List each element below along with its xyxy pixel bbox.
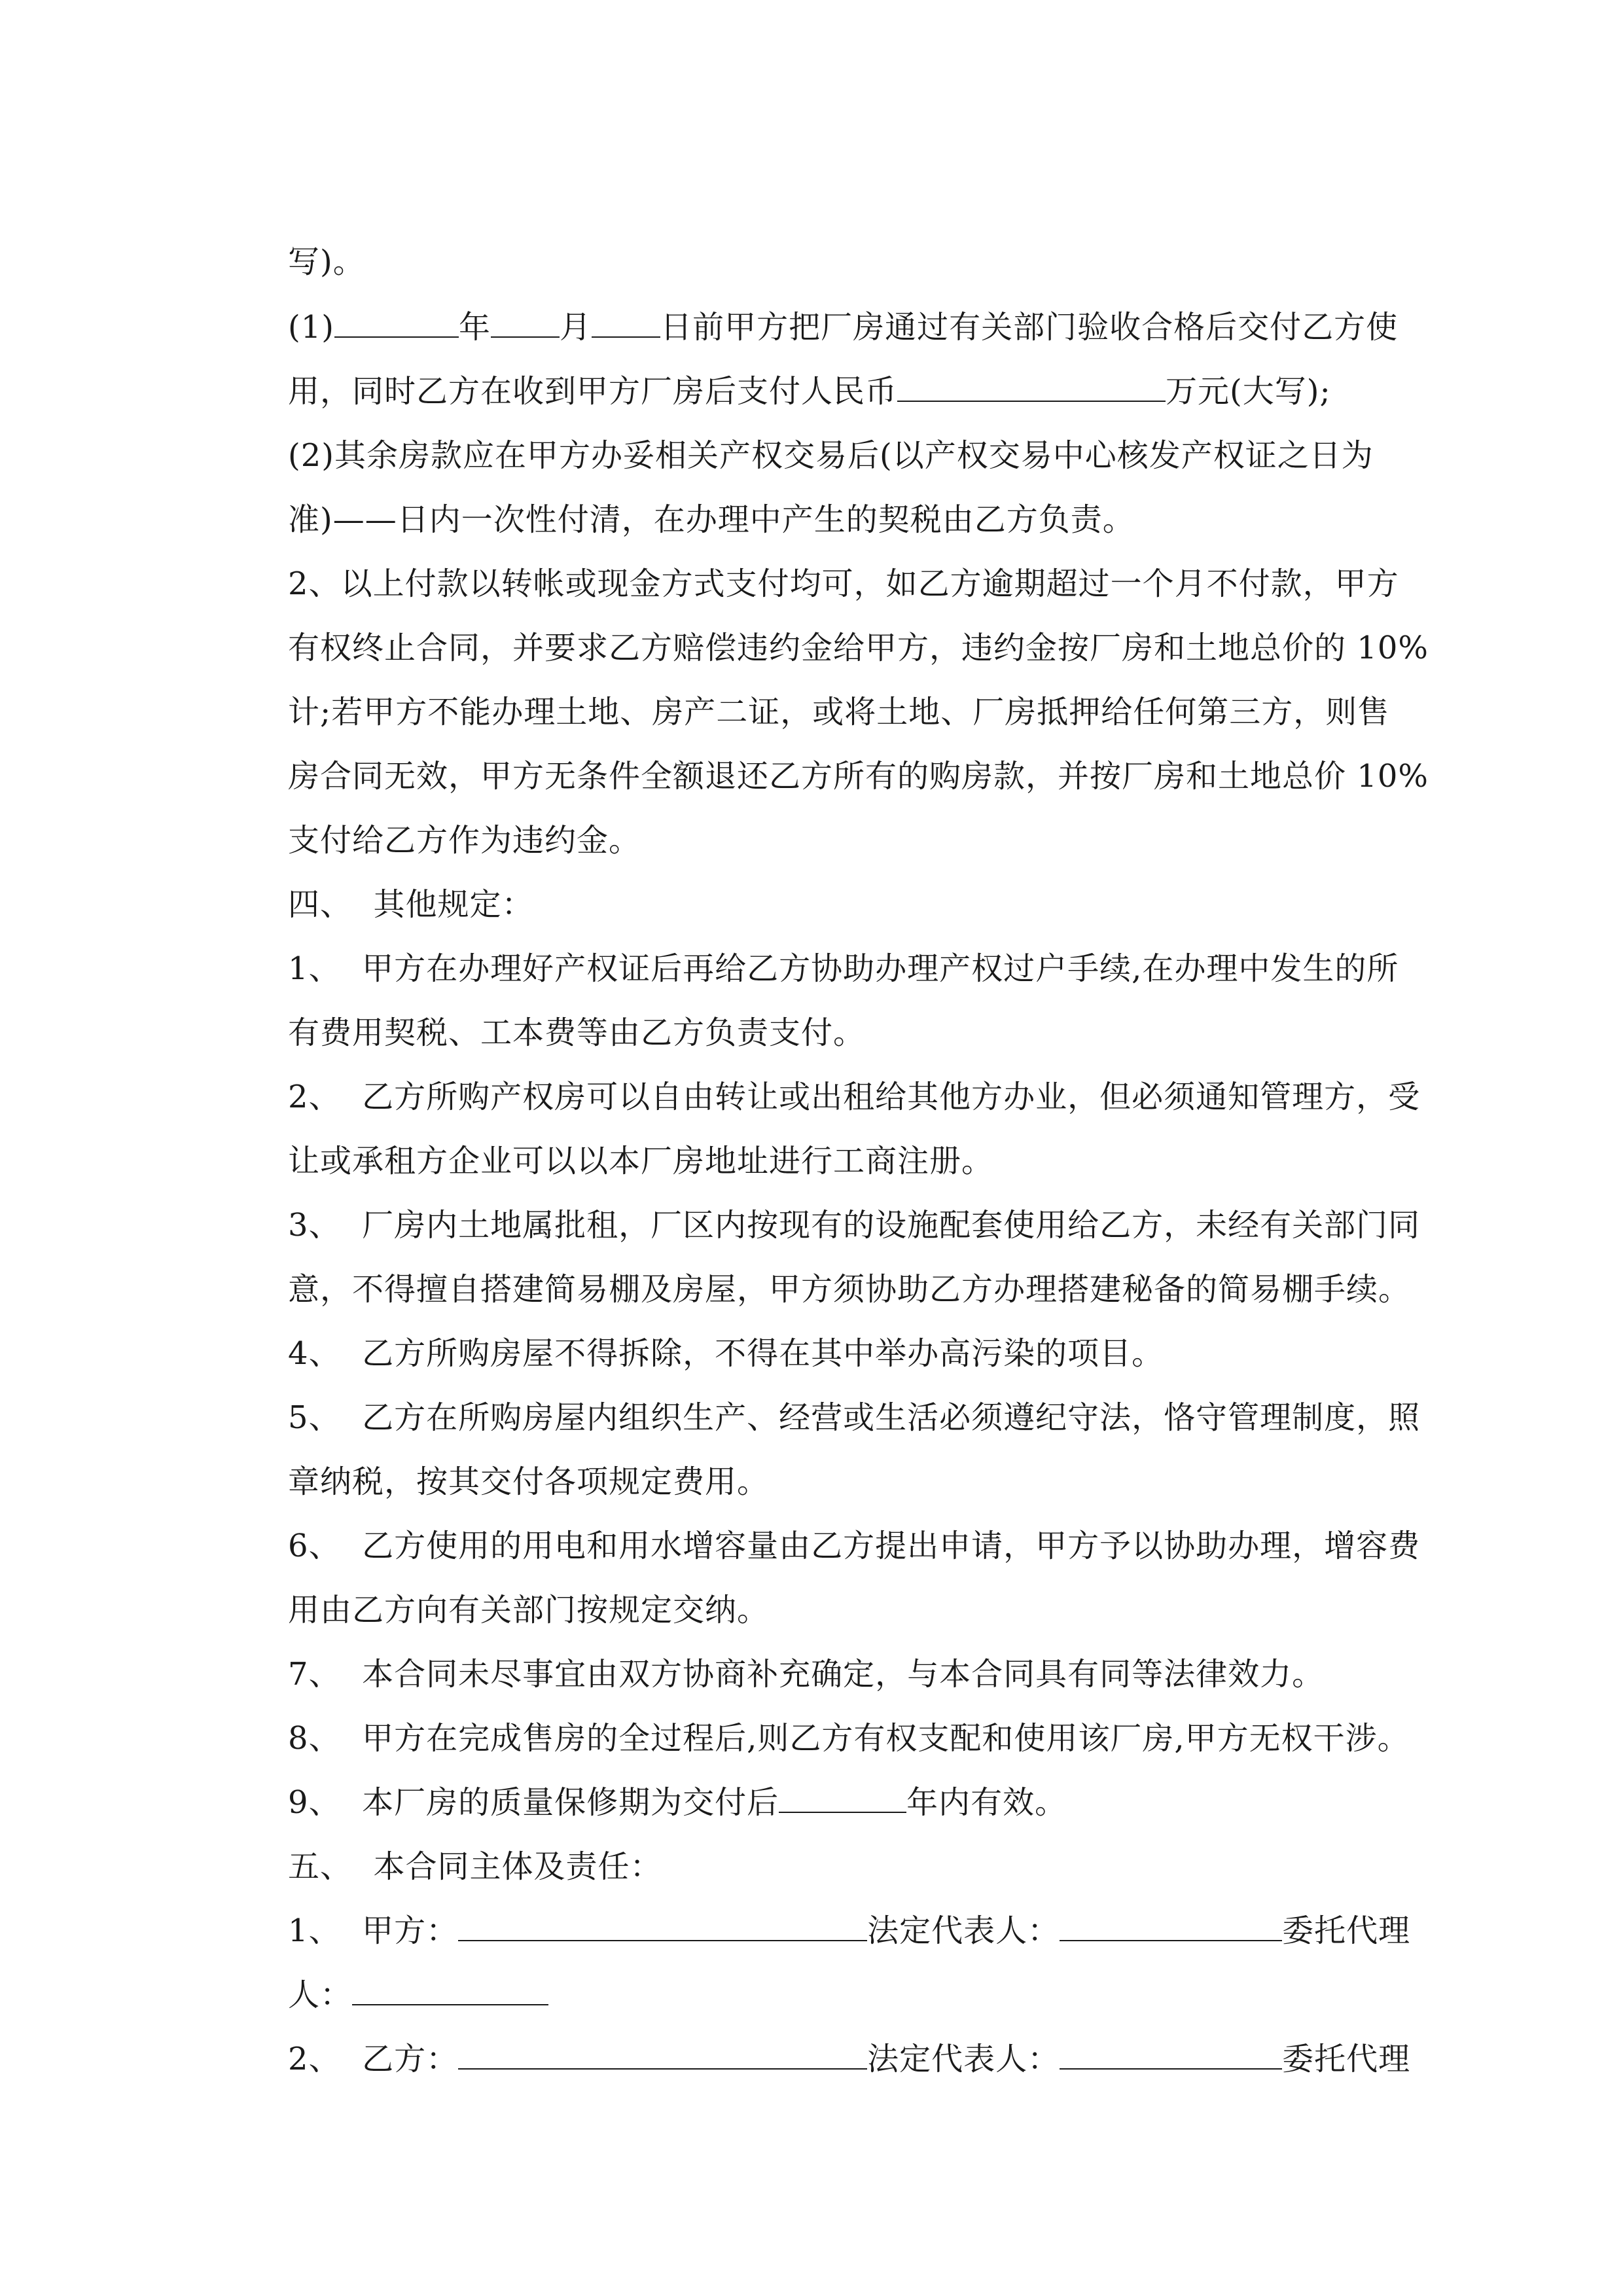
- text-segment: 有权终止合同，并要求乙方赔偿违约金给甲方，违约金按厂房和土地总价的 10%: [288, 630, 1429, 666]
- text-line: [245, 2000, 1410, 2118]
- text-segment: 3、 厂房内土地属批租，厂区内按现有的设施配套使用给乙方，未经有关部门同: [288, 1207, 1421, 1244]
- text-segment: 法定代表人：: [867, 2041, 1060, 2077]
- text-segment: 4、 乙方所购房屋不得拆除，不得在其中举办高污染的项目。: [288, 1335, 1164, 1372]
- text-segment: 人：: [288, 1977, 353, 2013]
- text-segment: 意，不得擅自搭建简易棚及房屋，甲方须协助乙方办理搭建秘备的简易棚手续。: [288, 1271, 1411, 1308]
- warranty-years-blank: [779, 1783, 906, 1813]
- text-segment: 年内有效。: [906, 1784, 1067, 1821]
- text-segment: 五、 本合同主体及责任：: [288, 1848, 662, 1885]
- text-segment: 章纳税，按其交付各项规定费用。: [288, 1463, 770, 1500]
- party-a-legal-rep-blank: [1060, 1911, 1282, 1941]
- text-segment: 有费用契税、工本费等由乙方负责支付。: [288, 1014, 866, 1051]
- text-segment: 计;若甲方不能办理土地、房产二证，或将土地、厂房抵押给任何第三方，则售: [288, 694, 1390, 730]
- text-segment: 5、 乙方在所购房屋内组织生产、经营或生活必须遵纪守法，恪守管理制度，照: [288, 1399, 1421, 1436]
- party-b-legal-rep-blank: [1060, 2039, 1282, 2070]
- party-b-name-blank: [458, 2039, 867, 2070]
- text-segment: 1、 甲方：: [288, 1912, 459, 1949]
- text-segment: 8、 甲方在完成售房的全过程后,则乙方有权支配和使用该厂房,甲方无权干涉。: [288, 1720, 1410, 1757]
- text-segment: 委托代理: [1282, 1912, 1411, 1949]
- text-segment: 写)。: [288, 243, 365, 280]
- text-segment: 月: [560, 309, 592, 346]
- text-segment: 用由乙方向有关部门按规定交纳。: [288, 1592, 770, 1628]
- text-segment: 支付给乙方作为违约金。: [288, 822, 641, 859]
- text-segment: 9、 本厂房的质量保修期为交付后: [288, 1784, 779, 1821]
- text-segment: 房合同无效，甲方无条件全额退还乙方所有的购房款，并按厂房和土地总价 10%: [288, 758, 1429, 795]
- text-segment: 2、以上付款以转帐或现金方式支付均可，如乙方逾期超过一个月不付款，甲方: [288, 565, 1399, 602]
- text-segment: 用，同时乙方在收到甲方厂房后支付人民币: [288, 373, 898, 410]
- text-segment: (2)其余房款应在甲方办妥相关产权交易后(以产权交易中心核发产权证之日为: [288, 437, 1374, 474]
- text-segment: 日前甲方把厂房通过有关部门验收合格后交付乙方使: [660, 309, 1399, 346]
- text-segment: 2、 乙方所购产权房可以自由转让或出租给其他方办业，但必须通知管理方，受: [288, 1079, 1421, 1115]
- text-segment: 法定代表人：: [867, 1912, 1060, 1949]
- text-segment: 让或承租方企业可以以本厂房地址进行工商注册。: [288, 1143, 994, 1179]
- text-segment: 年: [459, 309, 491, 346]
- text-segment: (1): [288, 309, 335, 346]
- text-segment: 万元(大写);: [1166, 373, 1331, 410]
- text-segment: 2、 乙方：: [288, 2041, 459, 2077]
- text-segment: 7、 本合同未尽事宜由双方协商补充确定，与本合同具有同等法律效力。: [288, 1656, 1325, 1693]
- text-segment: 委托代理: [1282, 2041, 1411, 2077]
- text-segment: 四、 其他规定：: [288, 886, 534, 923]
- text-segment: 6、 乙方使用的用电和用水增容量由乙方提出申请，甲方予以协助办理，增容费: [288, 1528, 1421, 1564]
- text-segment: 准)——日内一次性付清，在办理中产生的契税由乙方负责。: [288, 501, 1135, 538]
- text-segment: 1、 甲方在办理好产权证后再给乙方协助办理产权过户手续,在办理中发生的所: [288, 950, 1399, 987]
